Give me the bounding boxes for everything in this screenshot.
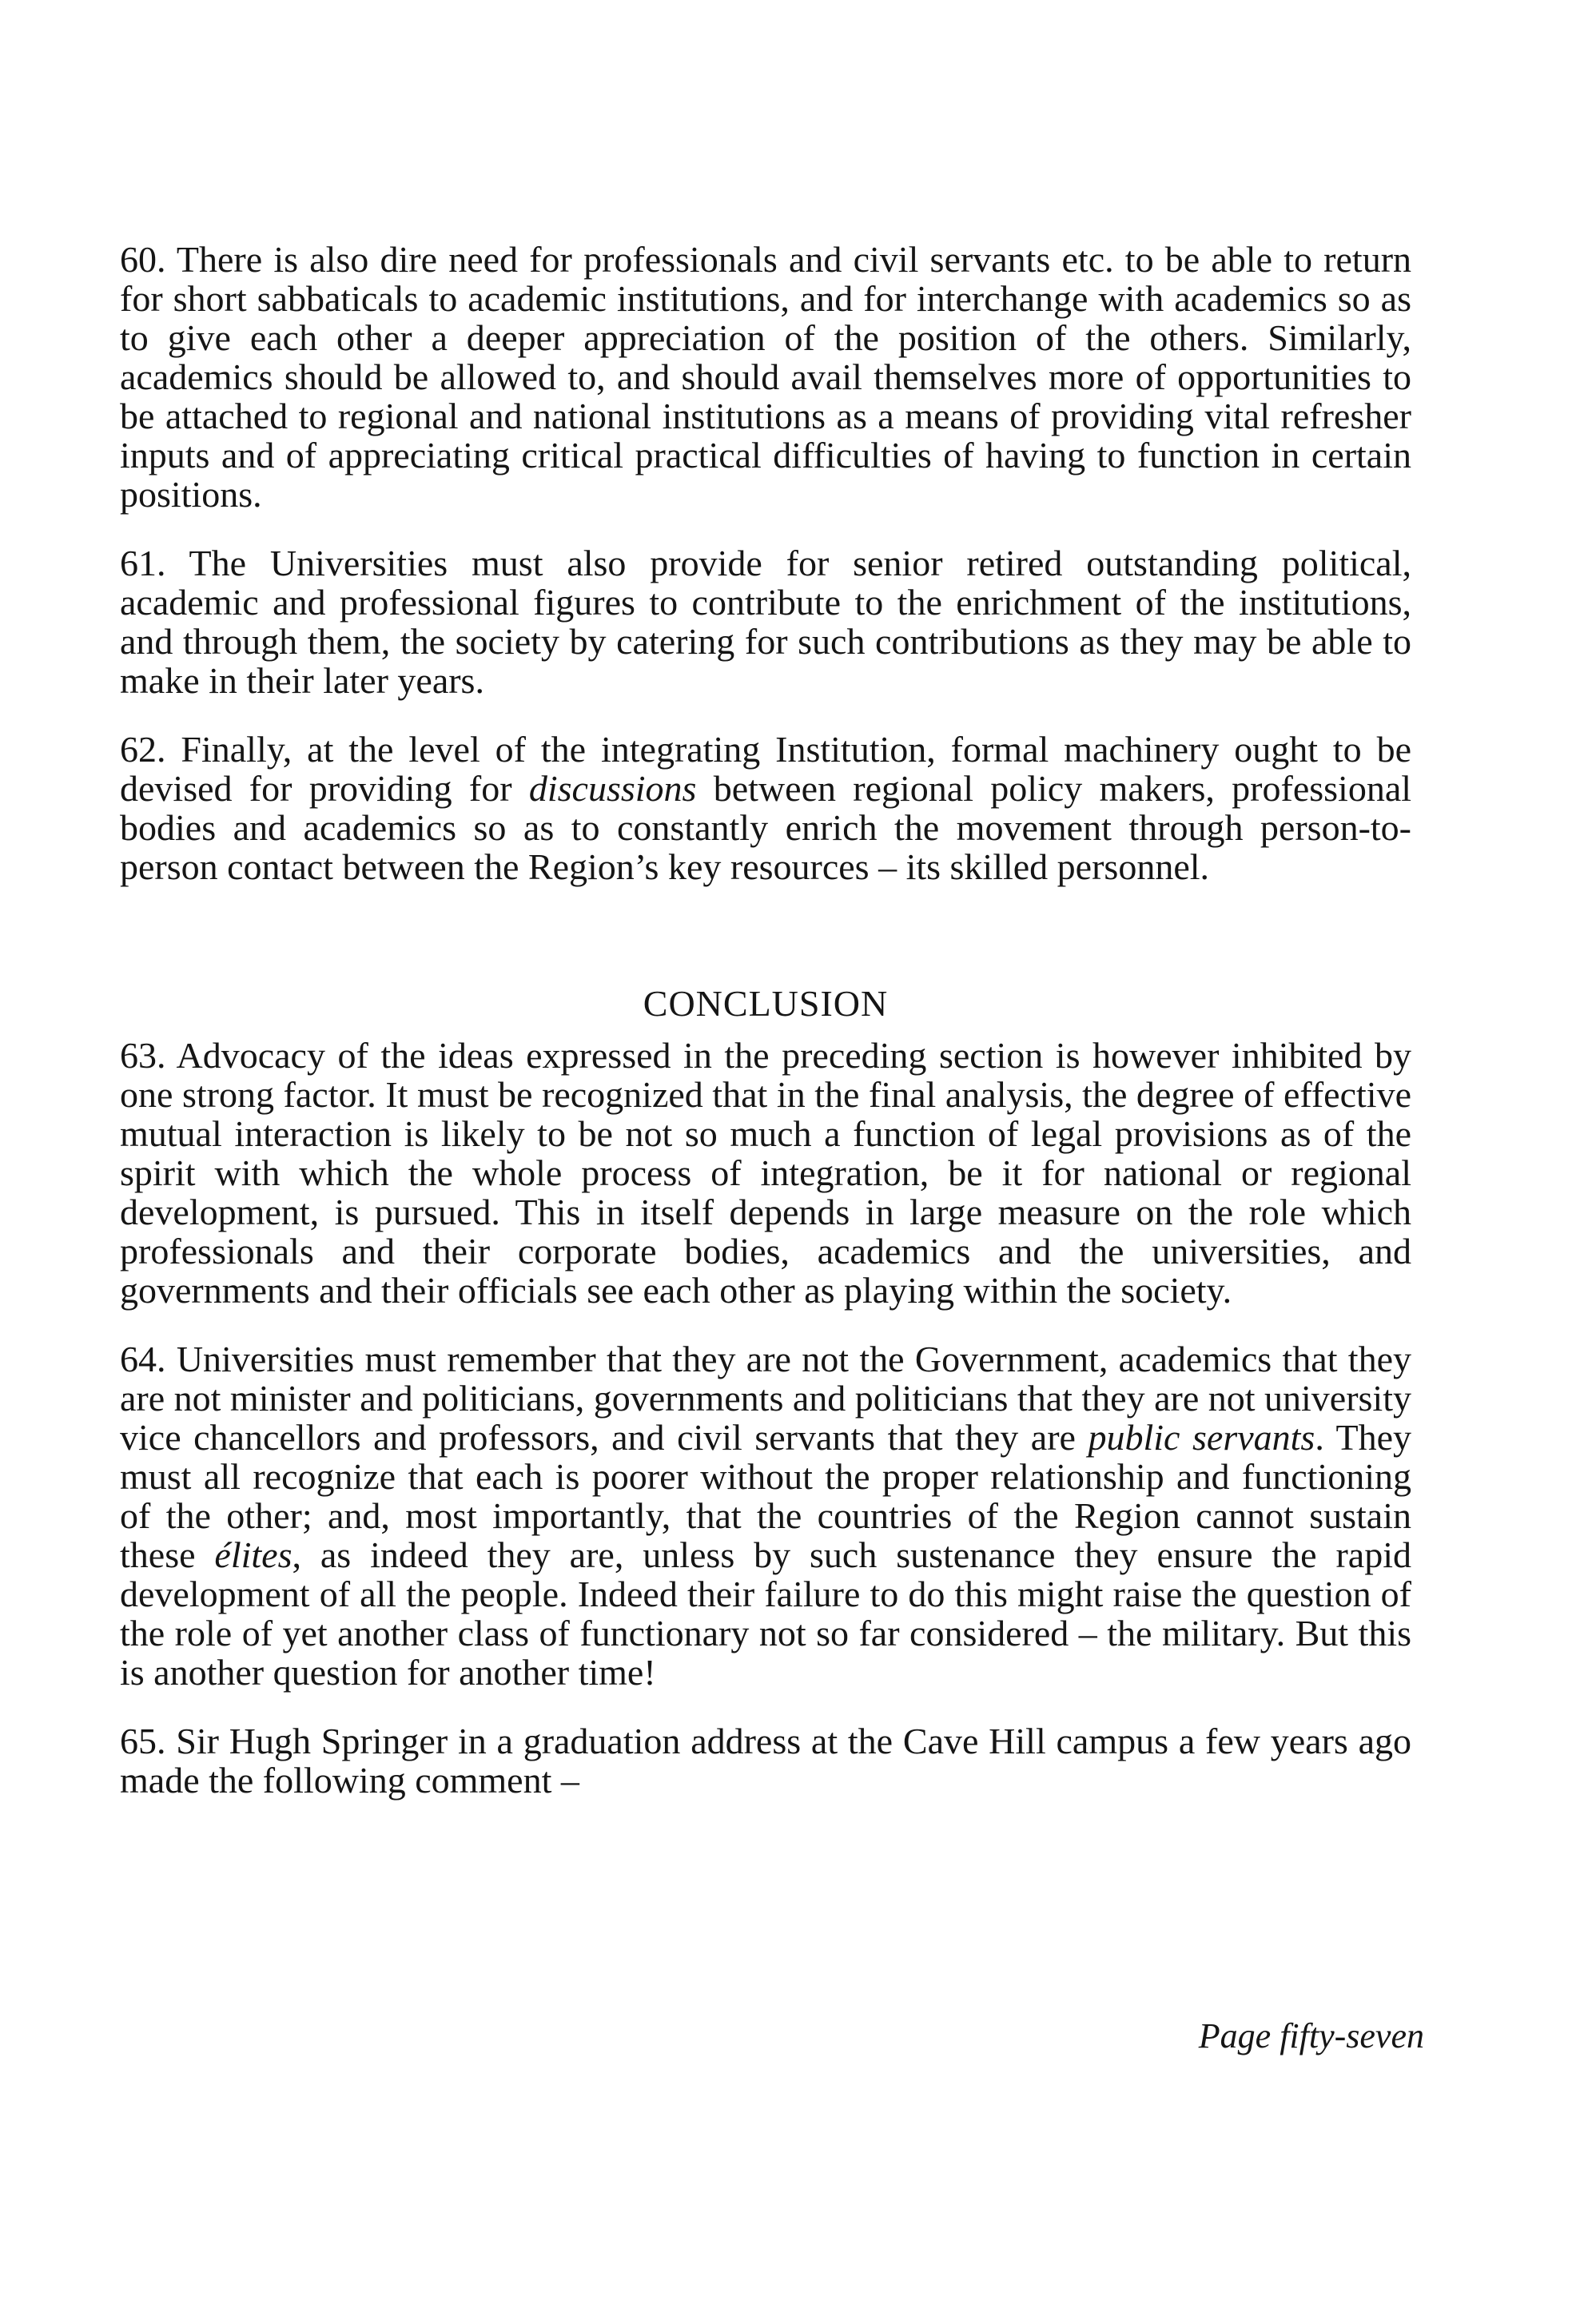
paragraph-text: Sir Hugh Springer in a graduation address at the Cave Hill campus a few years ago made the following comment – <box>120 1721 1411 1801</box>
section-heading: CONCLUSION <box>643 983 889 1024</box>
paragraph-text: between regional policy makers, professional bodies and academics so as to constantly enrich the movement through person-to-person contact between the Region’s key resources – its skilled personnel. <box>120 768 1412 887</box>
emphasis-text: élites <box>214 1534 293 1575</box>
paragraph-number: 63. <box>120 1035 166 1076</box>
paragraph-text: , as indeed they are, unless by such sustenance they ensure the rapid development of all the people. Indeed their failure to do this might raise the question of the role of yet another class of functionary not so far considered – the military. But this is another question for another time! <box>120 1534 1411 1693</box>
paragraph-61 <box>120 543 1411 700</box>
emphasis-text: public servants <box>1088 1417 1315 1458</box>
paragraph-text: There is also dire need for professionals and civil servants etc. to be able to return for short sabbaticals to academic institutions, and for interchange with academics so as to give each other a deeper appreciation of the position of the others. Similarly, academics should be allowed to, and should avail themselves more of opportunities to be attached to regional and national institutions as a means of providing vital refresher inputs and of appreciating critical practical difficulties of having to function in certain positions. <box>120 239 1412 515</box>
paragraph-number: 61. <box>120 543 166 583</box>
paragraph-number: 62. <box>120 729 166 770</box>
paragraph-60 <box>120 240 1411 514</box>
paragraph-number: 65. <box>120 1721 166 1761</box>
paragraph-text: Universities must remember that they are not the Government, academics that they are not minister and politicians, governments and politicians that they are not university vice chancellors and professors, and civil servants that they are <box>120 1339 1412 1458</box>
paragraph-64 <box>120 1339 1411 1692</box>
paragraph-text: Finally, at the level of the integrating Institution, formal machinery ought to be devised for providing for <box>120 729 1411 809</box>
emphasis-text: discussions <box>528 768 697 809</box>
paragraph-62 <box>120 730 1411 886</box>
paragraph-text: The Universities must also provide for senior retired outstanding political, academic and professional figures to contribute to the enrichment of the institutions, and through them, the society by catering for such contributions as they may be able to make in their later years. <box>120 543 1411 701</box>
page-number: Page fifty-seven <box>1198 2016 1424 2055</box>
paragraph-text: . They must all recognize that each is poorer without the proper relationship and functioning of the other; and, most importantly, that the countries of the Region cannot sustain these <box>120 1417 1412 1575</box>
paragraph-number: 60. <box>120 239 166 280</box>
paragraph-63 <box>120 1036 1411 1310</box>
paragraph-text: Advocacy of the ideas expressed in the preceding section is however inhibited by one strong factor. It must be recognized that in the final analysis, the degree of effective mutual interaction is likely to be not so much a function of legal provisions as of the spirit with which the whole process of integration, be it for national or regional development, is pursued. This in itself depends in large measure on the role which professionals and their corporate bodies, academics and the universities, and governments and their officials see each other as playing within the society. <box>120 1035 1411 1311</box>
paragraph-number: 64. <box>120 1339 166 1379</box>
document-page <box>120 240 1411 1829</box>
paragraph-65 <box>120 1721 1411 1800</box>
